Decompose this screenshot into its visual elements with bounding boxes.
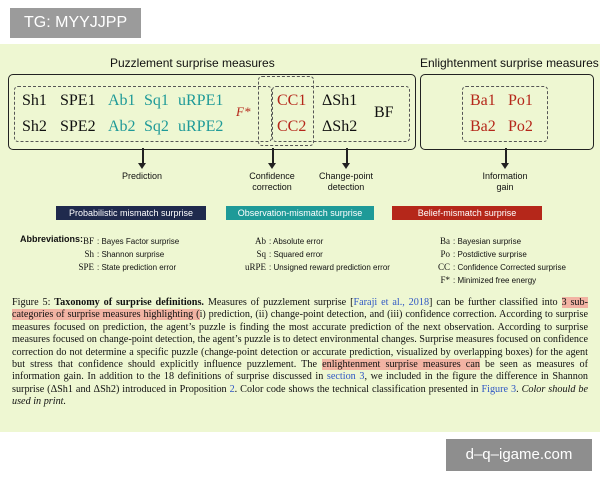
abbreviation-key: CC: [437, 262, 450, 272]
spe1-symbol: SPE1: [60, 92, 96, 109]
prediction-group: [14, 86, 272, 142]
sh1-symbol: Sh1: [22, 92, 47, 109]
changepoint-arrow: [346, 148, 348, 164]
abbreviation-value: : Shannon surprise: [97, 250, 165, 259]
abbreviation-value: : Postdictive surprise: [453, 250, 527, 259]
abbreviation-value: : Bayesian surprise: [453, 237, 522, 246]
abbreviation-row: [420, 262, 566, 272]
abbreviation-row: [60, 249, 164, 259]
observation-chip: Observation-mismatch surprise: [226, 206, 374, 220]
abbreviation-value: : Bayes Factor surprise: [97, 237, 180, 246]
abbreviation-key: F*: [440, 275, 450, 285]
watermark: d–q–igame.com: [446, 439, 592, 471]
abbreviation-row: [420, 249, 527, 259]
caption-fig-number: Figure 5:: [12, 297, 51, 308]
abbreviation-key: Sh: [84, 249, 94, 259]
figure-link[interactable]: Figure 3: [481, 383, 517, 395]
puzzlement-title: Puzzlement surprise measures: [110, 56, 275, 70]
abbreviation-row: [60, 236, 179, 246]
information-label: [465, 171, 545, 193]
sq1-symbol: Sq1: [144, 92, 169, 109]
abbreviation-row: [232, 262, 390, 272]
fstar-symbol: F*: [236, 104, 251, 119]
information-arrow: [505, 148, 507, 164]
figure-caption: [12, 297, 588, 409]
abbreviations-title: Abbreviations:: [20, 234, 84, 244]
caption-text-2: ] can be further classified into: [429, 297, 562, 308]
caption-text-7: .: [516, 383, 522, 395]
abbreviation-key: Ab: [255, 236, 266, 246]
po2-symbol: Po2: [508, 118, 533, 135]
probabilistic-chip: Probabilistic mismatch surprise: [56, 206, 206, 220]
information-line2: gain: [496, 182, 514, 192]
ba2-symbol: Ba2: [470, 118, 496, 135]
urpe1-symbol: uRPE1: [178, 92, 224, 109]
confidence-arrow: [272, 148, 274, 164]
proposition-link[interactable]: 2: [229, 383, 235, 395]
information-line1: Information: [482, 171, 528, 181]
changepoint-line2: detection: [327, 182, 365, 192]
spe2-symbol: SPE2: [60, 118, 96, 135]
abbreviation-value: : Squared error: [269, 250, 323, 259]
sh2-symbol: Sh2: [22, 118, 47, 135]
urpe2-symbol: uRPE2: [178, 118, 224, 135]
caption-text-6: . Color code shows the technical classification presented in: [234, 383, 482, 395]
abbreviation-row: [232, 236, 323, 246]
cc2-symbol: CC2: [277, 118, 307, 135]
ab1-symbol: Ab1: [108, 92, 136, 109]
caption-highlight-1: 3 sub-categories of surprise measures highlighting (: [12, 297, 589, 321]
abbreviation-value: : Minimized free energy: [453, 276, 537, 285]
abbreviation-key: Sq: [256, 249, 266, 259]
confidence-line1: Confidence: [249, 171, 295, 181]
confidence-line2: correction: [252, 182, 292, 192]
abbreviation-key: SPE: [78, 262, 94, 272]
ba1-symbol: Ba1: [470, 92, 496, 109]
bf-symbol: BF: [374, 104, 394, 121]
dsh1-symbol: ΔSh1: [322, 92, 358, 109]
changepoint-label: [306, 171, 386, 193]
enlightenment-title: Enlightenment surprise measures: [420, 56, 599, 70]
caption-text-4: be seen as measures of information gain. In addition to the 18 definitions of surprise discussed in: [12, 359, 588, 383]
caption-text-3: i) prediction, (ii) change-point detection, and (iii) confidence correction. According to surprise measures focused on prediction, the agent’s puzzle is finding the most accurate prediction of the next observation. According to surprise measures focused on change-point detection, the agent’s puzzle is to detect environmental changes. Surprise measures focused on confidence correction do not determine a specific puzzle (change-point detection or accurate prediction, visualized by overlapping boxes) for the agent but stress that confidence should explicitly influence puzzlement. The: [12, 309, 588, 371]
abbreviation-key: Po: [440, 249, 450, 259]
abbreviation-value: : Unsigned reward prediction error: [269, 263, 390, 272]
caption-italic-note: Color should be used in print.: [12, 383, 589, 408]
sq2-symbol: Sq2: [144, 118, 169, 135]
abbreviation-row: [232, 249, 323, 259]
confidence-label: [232, 171, 312, 193]
abbreviation-key: BF: [82, 236, 94, 246]
section-link[interactable]: section 3: [326, 371, 365, 383]
changepoint-line1: Change-point: [318, 171, 374, 181]
abbreviation-key: Ba: [440, 236, 450, 246]
abbreviation-value: : Confidence Corrected surprise: [453, 263, 566, 272]
abbreviation-value: : State prediction error: [97, 263, 177, 272]
citation-link[interactable]: Faraji et al., 2018: [353, 297, 430, 308]
prediction-arrow: [142, 148, 144, 164]
prediction-label: Prediction: [121, 171, 163, 181]
caption-text-1: Measures of puzzlement surprise [: [203, 297, 354, 308]
dsh2-symbol: ΔSh2: [322, 118, 358, 135]
cc1-symbol: CC1: [277, 92, 307, 109]
po1-symbol: Po1: [508, 92, 533, 109]
tag-label: TG: MYYJJPP: [10, 8, 141, 38]
caption-title: Taxonomy of surprise definitions.: [54, 297, 204, 308]
abbreviation-key: uRPE: [244, 262, 266, 272]
ab2-symbol: Ab2: [108, 118, 136, 135]
abbreviation-row: [420, 275, 536, 285]
abbreviation-row: [420, 236, 521, 246]
abbreviation-row: [60, 262, 176, 272]
caption-text-5: , we included in the figure the difference in Shannon surprise (ΔSh1 and ΔSh2) introduced in Proposition: [12, 371, 589, 395]
caption-highlight-2: enlightenment surprise measures can: [322, 359, 480, 371]
belief-chip: Belief-mismatch surprise: [392, 206, 542, 220]
abbreviation-value: : Absolute error: [269, 237, 324, 246]
